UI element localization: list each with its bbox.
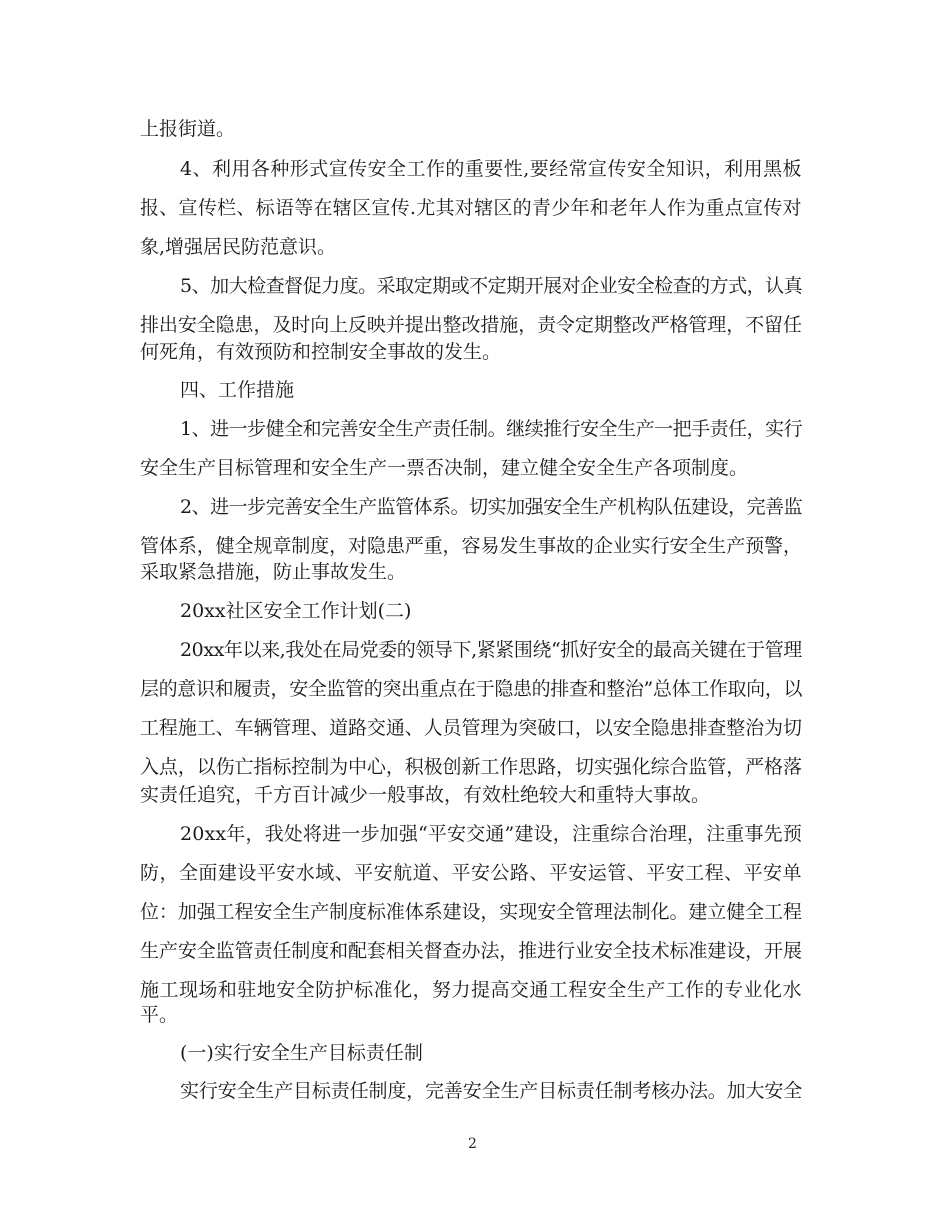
text-line: 报、宣传栏、标语等在辖区宣传.尤其对辖区的青少年和老年人作为重点宣传对 [140, 197, 802, 219]
text-line: 20xx年以来,我处在局党委的领导下,紧紧围绕“抓好安全的最高关键在于管理 [180, 639, 802, 661]
text-line: 四、工作措施 [180, 379, 295, 401]
text-line: 入点，以伤亡指标控制为中心，积极创新工作思路，切实强化综合监管，严格落 [140, 756, 802, 778]
text-line: 1、进一步健全和完善安全生产责任制。继续推行安全生产一把手责任，实行 [180, 418, 803, 440]
text-line: 2、进一步完善安全生产监管体系。切实加强安全生产机构队伍建设，完善监 [180, 496, 803, 518]
text-line: 位：加强工程安全生产制度标准体系建设，实现安全管理法制化。建立健全工程 [140, 901, 802, 923]
page-number: 2 [468, 1136, 477, 1152]
text-line: 实责任追究，千方百计减少一般事故，有效杜绝较大和重特大事故。 [140, 784, 711, 806]
text-line: 5、加大检查督促力度。采取定期或不定期开展对企业安全检查的方式，认真 [180, 275, 803, 297]
text-line: 安全生产目标管理和安全生产一票否决制，建立健全安全生产各项制度。 [140, 457, 749, 479]
text-line: 4、利用各种形式宣传安全工作的重要性,要经常宣传安全知识，利用黑板 [180, 158, 802, 180]
text-line: 20xx年，我处将进一步加强“平安交通”建设，注重综合治理，注重事先预 [180, 823, 802, 845]
text-line: 层的意识和履责，安全监管的突出重点在于隐患的排查和整治”总体工作取向，以 [140, 678, 803, 700]
text-line: 生产安全监管责任制度和配套相关督查办法，推进行业安全技术标准建设，开展 [140, 940, 802, 962]
text-line: 何死角，有效预防和控制安全事故的发生。 [140, 341, 502, 363]
text-line: 施工现场和驻地安全防护标准化，努力提高交通工程安全生产工作的专业化水 [140, 979, 802, 1001]
text-line: 实行安全生产目标责任制度，完善安全生产目标责任制考核办法。加大安全 [180, 1080, 803, 1102]
text-line: 排出安全隐患，及时向上反映并提出整改措施，责令定期整改严格管理，不留任 [140, 314, 802, 336]
text-line: 平。 [140, 1004, 179, 1026]
text-line: 采取紧急措施，防止事故发生。 [140, 561, 407, 583]
text-line: 工程施工、车辆管理、道路交通、人员管理为突破口，以安全隐患排查整治为切 [140, 717, 802, 739]
text-line: 上报街道。 [140, 118, 236, 140]
text-line: 象,增强居民防范意识。 [140, 236, 337, 258]
text-line: 20xx社区安全工作计划(二) [180, 600, 412, 622]
text-line: 管体系，健全规章制度，对隐患严重，容易发生事故的企业实行安全生产预警， [140, 535, 802, 557]
text-line: (一)实行安全生产目标责任制 [180, 1042, 423, 1064]
text-line: 防，全面建设平安水域、平安航道、平安公路、平安运管、平安工程、平安单 [140, 862, 802, 884]
